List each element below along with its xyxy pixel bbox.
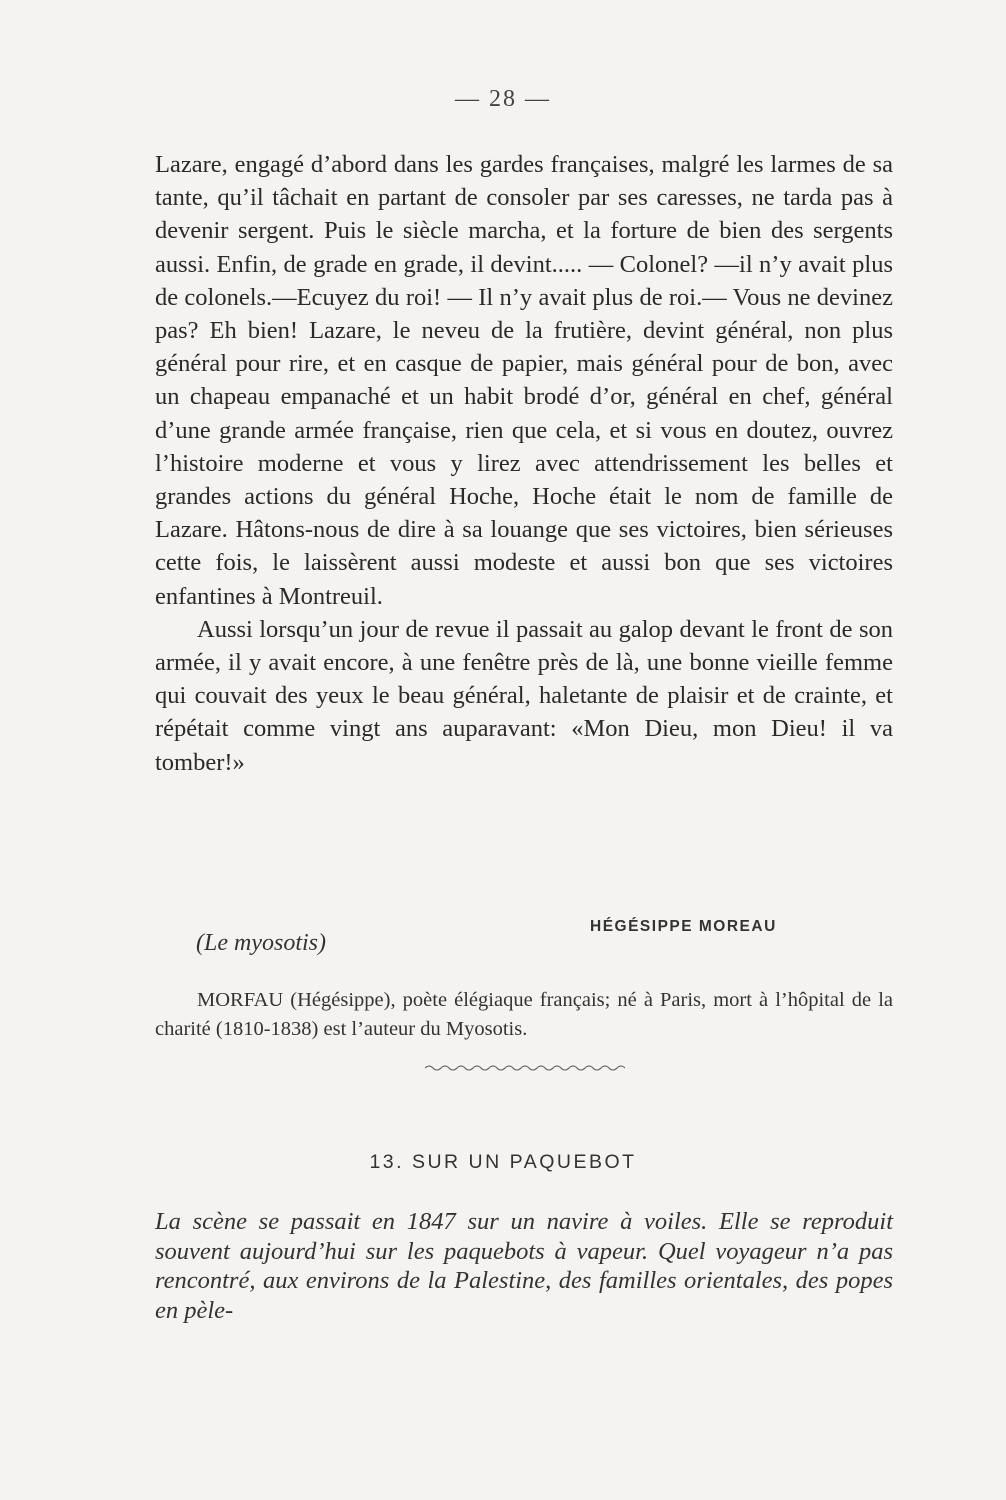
section-intro: La scène se passait en 1847 sur un navire à voiles. Elle se reproduit souvent aujourd’hui sur les paquebots à vapeur. Quel voyageur n’a pas rencontré, aux environs de la Palestine, des familles orientales, des popes en pèle- <box>155 1208 893 1324</box>
author-name: HÉGÉSIPPE MOREAU <box>590 918 777 935</box>
paragraph: Lazare, engagé d’abord dans les gardes françaises, malgré les larmes de sa tante, qu’il tâchait en partant de consoler par ses caresses, ne tarda pas à devenir sergent. Puis le siècle marcha, et la forture de bien des sergents aussi. Enfin, de grade en grade, il devint..... — Colonel? —il n’y avait plus de colonels.—Ecuyez du roi! — Il n’y avait plus de roi.— Vous ne devinez pas? Eh bien! Lazare, le neveu de la frutière, devint général, non plus général pour rire, et en casque de papier, mais général pour de bon, avec un chapeau empanaché et un habit brodé d’or, général en chef, général d’une grande armée française, rien que cela, et si vous en doutez, ouvrez l’histoire moderne et vous y lirez avec attendrissement les belles et grandes actions du général Hoche, Hoche était le nom de famille de Lazare. Hâtons-nous de dire à sa louange que ses victoires, bien sérieuses cette fois, le laissèrent aussi modeste et aussi bon que ses victoires enfantines à Montreuil. <box>155 151 893 610</box>
paragraph: Aussi lorsqu’un jour de revue il passait au galop devant le front de son armée, il y avait encore, à une fenêtre près de là, une bonne vieille femme qui couvait des yeux le beau général, haletante de plaisir et de crainte, et répétait comme vingt ans auparavant: «Mon Dieu, mon Dieu! il va tomber!» <box>155 615 893 776</box>
section-title: 13. SUR UN PAQUEBOT <box>369 1151 637 1173</box>
author-note: MORFAU (Hégésippe), poète élégiaque français; né à Paris, mort à l’hôpital de la charité (1810-1838) est l’auteur du Myosotis. <box>155 989 893 1040</box>
source-title: (Le myosotis) <box>196 930 326 956</box>
page-number: — 28 — <box>455 86 551 112</box>
ornament-divider <box>425 1062 625 1074</box>
body-text <box>155 148 893 779</box>
